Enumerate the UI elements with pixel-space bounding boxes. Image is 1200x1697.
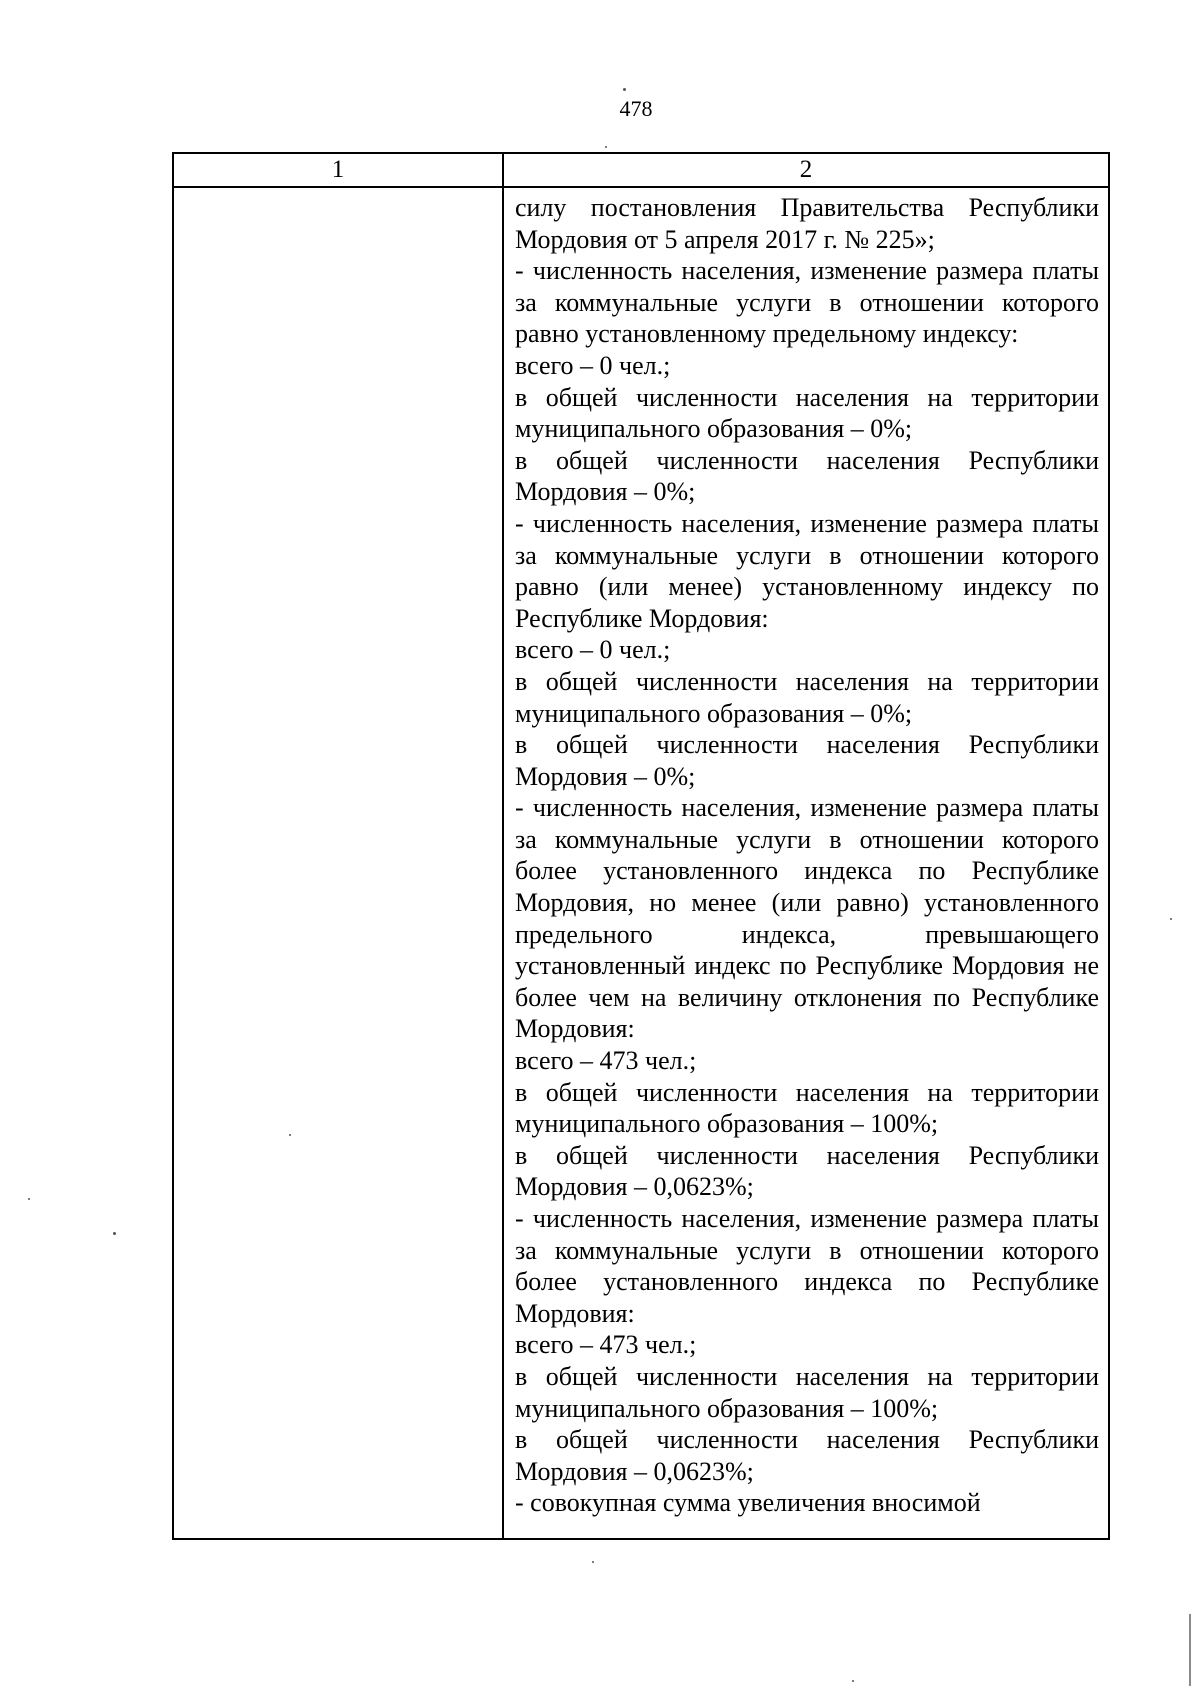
paragraph: всего – 0 чел.; xyxy=(515,635,671,665)
scan-speck xyxy=(852,1680,854,1682)
scan-speck xyxy=(623,88,626,91)
paragraph: в общей численности населения на территории муниципального образования – 0%; xyxy=(515,666,1099,728)
paragraph: в общей численности населения Республики Мордовия – 0%; xyxy=(515,445,1099,507)
scan-speck xyxy=(113,1232,116,1235)
paragraph: - совокупная сумма увеличения вносимой xyxy=(515,1488,981,1518)
paragraph: в общей численности населения Республики Мордовия – 0,0623%; xyxy=(515,1425,1099,1486)
paragraph: в общей численности населения на территории муниципального образования – 100%; xyxy=(515,1361,1099,1423)
scan-speck xyxy=(592,1561,594,1563)
document-table xyxy=(172,152,1110,1540)
paragraph: силу постановления Правительства Республики Мордовия от 5 апреля 2017 г. № 225»; xyxy=(515,193,1099,254)
paragraph: в общей численности населения Республики Мордовия – 0%; xyxy=(515,730,1099,791)
paragraph: всего – 473 чел.; xyxy=(515,1046,697,1076)
scan-edge-line xyxy=(1189,1614,1191,1686)
column-header-1: 1 xyxy=(174,154,504,188)
paragraph: всего – 0 чел.; xyxy=(515,350,671,380)
paragraph: в общей численности населения на территории муниципального образования – 100%; xyxy=(515,1077,1099,1139)
paragraph: в общей численности населения на территории муниципального образования – 0%; xyxy=(515,382,1099,444)
column-header-2: 2 xyxy=(504,154,1108,188)
paragraph: - численность населения, изменение размера платы за коммунальные услуги в отношении которого равно установленному предельному индексу: xyxy=(515,256,1099,349)
page-number: 478 xyxy=(619,96,653,121)
right-cell xyxy=(504,188,1108,1538)
scan-speck xyxy=(605,146,607,148)
scan-speck xyxy=(28,1198,30,1200)
paragraph: - численность населения, изменение размера платы за коммунальные услуги в отношении которого более установленного индекса по Республике Мордовия: xyxy=(515,1204,1099,1328)
paragraph: - численность населения, изменение размера платы за коммунальные услуги в отношении которого более установленного индекса по Республике Мордовия, но менее (или равно) установленного предельного индекса, превышающего установленный индекс по Республике Мордовия не более чем на величину отклонения по Республике Мордовия: xyxy=(515,793,1099,1044)
scan-speck xyxy=(289,1134,291,1136)
paragraph: в общей численности населения Республики Мордовия – 0,0623%; xyxy=(515,1140,1099,1202)
paragraph: всего – 473 чел.; xyxy=(515,1330,697,1360)
paragraph: - численность населения, изменение размера платы за коммунальные услуги в отношении которого равно (или менее) установленному индексу по Республике Мордовия: xyxy=(515,508,1099,633)
left-cell xyxy=(174,188,504,1538)
scan-speck xyxy=(1170,918,1172,920)
